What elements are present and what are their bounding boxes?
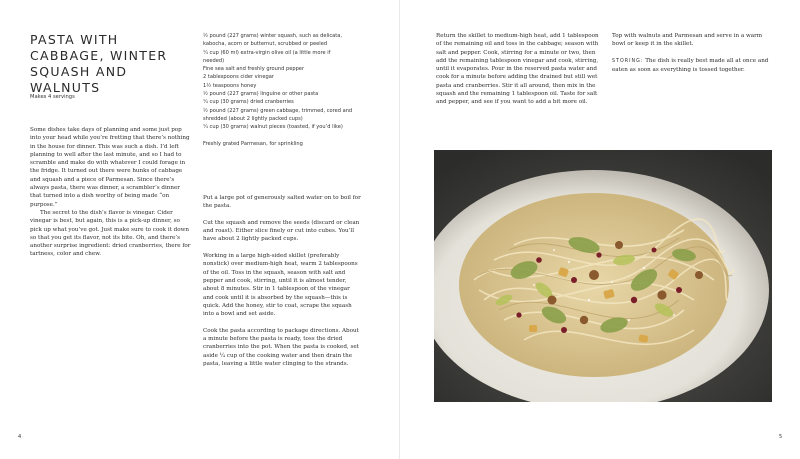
storing-note [612, 57, 772, 75]
servings-note: Makes 4 servings [30, 94, 75, 100]
intro-paragraph-2: The secret to the dish’s flavor is vinegar. Cider vinegar is best, but again, this is a pick-up dinner, so pick up what you’ve got. Just make sure to cook it down so that you get its flavor, not its bite. Oh, and there’s another surprise ingredient: dried cranberries, there for tartness, color and chew. [30, 209, 191, 258]
ingredient-item: ¼ cup (30 grams) dried cranberries [203, 99, 294, 106]
ingredient-item: 1½ teaspoons honey [203, 82, 257, 89]
intro-text [30, 126, 192, 259]
ingredient-item: ½ pound (227 grams) linguine or other pasta [203, 91, 319, 98]
dish-photo [434, 150, 772, 402]
method-step-4: Cook the pasta according to package directions. About a minute before the pasta is ready, toss the dried cranberries into the pot. When the pasta is cooked, set aside ¼ cup of the cooking water and then drain the pasta, leaving a little water clinging to the strands. [203, 327, 359, 367]
ingredient-item: ¼ cup (60 ml) extra-virgin olive oil (a little more if needed) [203, 49, 331, 64]
method-continued: Return the skillet to medium-high heat, add 1 tablespoon of the remaining oil and toss in the cabbage; season with salt and pepper. Cook, stirring for a minute or two, then add the remaining tablespoon vinegar and cook, stirring, until it evaporates. Pour in the reserved pasta water and cook for a minute before adding the drained but still wet pasta and cranberries. Stir it all around, then mix in the squash and the remaining 1 tablespoon oil. Taste for salt and pepper, and see if you want to add a bit more oil. [436, 33, 599, 106]
serving-notes [612, 32, 772, 74]
method-steps [203, 194, 361, 377]
method-step-1: Put a large pot of generously salted water on to boil for the pasta. [203, 195, 361, 210]
serving-text: Top with walnuts and Parmesan and serve in a warm bowl or keep it in the skillet. [612, 33, 763, 48]
page-number-right: 5 [779, 434, 783, 440]
intro-paragraph-1: Some dishes take days of planning and some just pop into your head while you’re fretting that there’s nothing in the house for dinner. This was such a dish. I’d left planning to well after the last minute, and so I had to scramble and make do with whatever I could forage in the fridge. It turned out there were hunks of cabbage and squash and a piece of Parmesan. Since there’s always pasta, there was dinner, a scrambler’s dinner that turned into a dish worthy of being made “on purpose.” [30, 127, 190, 208]
ingredient-item: 2 tablespoons cider vinegar [203, 74, 274, 81]
ingredient-item: ½ pound (227 grams) winter squash, such as delicata, kabocha, acorn or butternut, scrubbed or peeled [203, 33, 343, 48]
ingredient-item: Fine sea salt and freshly ground pepper [203, 66, 305, 73]
ingredient-item: ½ pound (227 grams) green cabbage, trimmed, cored and shredded (about 2 lightly packed cups) [203, 107, 353, 122]
storing-text: The dish is really best made all at once and eaten as soon as everything is tossed together. [612, 57, 769, 74]
page-number-left: 4 [18, 434, 22, 440]
ingredient-item-garnish: Freshly grated Parmesan, for sprinkling [203, 140, 303, 147]
ingredient-list [203, 32, 353, 148]
storing-label: STORING: [612, 58, 644, 64]
ingredient-spacer [203, 132, 353, 140]
pasta-plate-illustration [434, 150, 772, 402]
method-step-3: Working in a large high-sided skillet (preferably nonstick) over medium-high heat, warm 2 tablespoons of the oil. Toss in the squash, season with salt and pepper and cook, stirring, until it is almost tender, about 8 minutes. Stir in 1 tablespoon of the vinegar and cook until it is absorbed by the squash—this is quick. Add the honey, stir to coat, scrape the squash into a bowl and set aside. [203, 253, 358, 318]
method-step-2: Cut the squash and remove the seeds (discard or clean and roast). Either slice finely or cut into cubes. You’ll have about 2 lightly packed cups. [203, 219, 360, 243]
ingredient-item: ¼ cup (30 grams) walnut pieces (toasted, if you’d like) [203, 124, 343, 131]
recipe-title: PASTA WITH CABBAGE, WINTER SQUASH AND WALNUTS [30, 32, 168, 95]
